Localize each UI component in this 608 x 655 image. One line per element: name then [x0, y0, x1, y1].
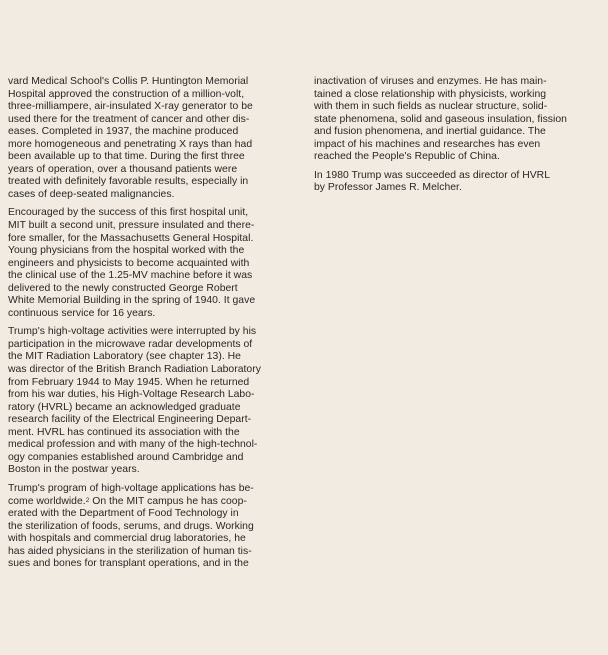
text-line: engineers and physicists to become acquainted with	[8, 257, 250, 269]
text-line: reached the People's Republic of China.	[314, 151, 500, 163]
text-line: and fusion phenomena, and inertial guidance. The	[314, 126, 546, 138]
text-line: continuous service for 16 years.	[8, 307, 156, 319]
text-line: sues and bones for transplant operations, and in the	[8, 558, 249, 570]
text-line: ment. HVRL has continued its association with the	[8, 426, 240, 438]
text-line: ogy companies established around Cambridge and	[8, 451, 244, 463]
text-line: medical profession and with many of the high-technol-	[8, 439, 258, 451]
text-line: treated with definitely favorable results, especially in	[8, 176, 249, 188]
text-line: more homogeneous and penetrating X rays than had	[8, 138, 253, 150]
text-line: from his war duties, his High-Voltage Research Labo-	[8, 389, 255, 401]
text-line: vard Medical School's Collis P. Huntington Memorial	[8, 76, 249, 87]
text-line: ratory (HVRL) became an acknowledged graduate	[8, 401, 241, 413]
text-line: eases. Completed in 1937, the machine produced	[8, 126, 239, 138]
text-line: Trump's program of high-voltage applications has be-	[8, 482, 254, 494]
text-line: years of operation, over a thousand patients were	[8, 163, 238, 175]
text-line: by Professor James R. Melcher.	[314, 182, 462, 194]
text-line: three-milliampere, air-insulated X-ray generator to be	[8, 101, 253, 113]
text-line: from February 1944 to May 1945. When he returned	[8, 376, 250, 388]
text-line: In 1980 Trump was succeeded as director of HVRL	[314, 169, 551, 181]
text-line: inactivation of viruses and enzymes. He has main-	[314, 76, 547, 87]
right-column	[314, 76, 608, 201]
text-fragment: On the MIT campus he has coop-	[89, 495, 247, 507]
paragraph-6	[314, 170, 608, 195]
paragraph-1	[8, 76, 298, 201]
text-line: Trump's high-voltage activities were interrupted by his	[8, 326, 257, 338]
text-line: Hospital approved the construction of a million-volt,	[8, 88, 245, 100]
paragraph-5	[314, 76, 608, 164]
text-line: fore smaller, for the Massachusetts General Hospital.	[8, 232, 254, 244]
left-column	[8, 76, 298, 577]
text-line: MIT built a second unit, pressure insulated and there-	[8, 220, 255, 232]
text-line: erated with the Department of Food Technology in	[8, 508, 239, 520]
text-line: with them in such fields as nuclear structure, solid-	[314, 101, 548, 113]
text-line: was director of the British Branch Radiation Laboratory	[8, 364, 261, 376]
text-line	[8, 496, 298, 509]
text-line: state phenomena, solid and gaseous insulation, fission	[314, 113, 567, 125]
paragraph-4	[8, 483, 298, 571]
text-line: delivered to the newly constructed George Robert	[8, 282, 238, 294]
text-line: impact of his machines and researches has even	[314, 138, 541, 150]
text-line: cases of deep-seated malignancies.	[8, 188, 175, 200]
text-line: the MIT Radiation Laboratory (see chapter 13). He	[8, 351, 241, 363]
text-line: research facility of the Electrical Engineering Depart-	[8, 414, 252, 426]
text-line: Encouraged by the success of this first hospital unit,	[8, 207, 249, 219]
text-line: been available up to that time. During the first three	[8, 151, 245, 163]
paragraph-3	[8, 326, 298, 477]
text-line: has aided physicians in the sterilization of human tis-	[8, 545, 252, 557]
footnote-marker: 2	[85, 496, 90, 504]
text-line: White Memorial Building in the spring of 1940. It gave	[8, 295, 256, 307]
text-line: tained a close relationship with physicists, working	[314, 88, 547, 100]
text-line: Boston in the postwar years.	[8, 464, 140, 476]
paragraph-2	[8, 207, 298, 320]
text-fragment: come worldwide.	[8, 495, 86, 507]
text-line: with hospitals and commercial drug laboratories, he	[8, 533, 246, 545]
text-line: Young physicians from the hospital worked with the	[8, 245, 245, 257]
text-line: the sterilization of foods, serums, and drugs. Working	[8, 520, 254, 532]
text-line: used there for the treatment of cancer and other dis-	[8, 113, 250, 125]
text-line: participation in the microwave radar developments of	[8, 338, 253, 350]
text-line: the clinical use of the 1.25-MV machine before it was	[8, 270, 253, 282]
